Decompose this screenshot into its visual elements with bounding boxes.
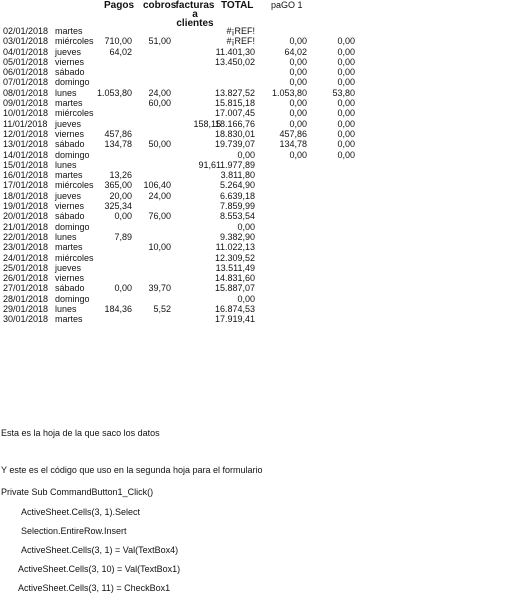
cell-date: 24/01/2018 (3, 252, 49, 263)
code-sub-declaration: Private Sub CommandButton1_Click() (1, 487, 154, 497)
cell-date: 04/01/2018 (3, 46, 49, 57)
cell-pago2: 0,00 (337, 108, 355, 119)
cell-date: 10/01/2018 (3, 108, 49, 119)
cell-weekday: martes (55, 242, 83, 253)
cell-total: 0,00 (237, 221, 255, 232)
cell-pago2: 0,00 (337, 98, 355, 109)
cell-pago2: 0,00 (337, 77, 355, 88)
cell-date: 29/01/2018 (3, 304, 49, 315)
cell-date: 28/01/2018 (3, 293, 49, 304)
cell-total: 14.831,60 (214, 273, 255, 284)
cell-total: 1.977,89 (219, 159, 255, 170)
cell-pagos: 134,78 (104, 139, 132, 150)
cell-weekday: jueves (55, 262, 82, 273)
cell-total: 7.859,99 (219, 201, 255, 212)
cell-date: 30/01/2018 (3, 314, 49, 325)
cell-date: 25/01/2018 (3, 262, 49, 273)
cell-cobros: 76,00 (148, 211, 171, 222)
cell-pago1: 0,00 (289, 108, 307, 119)
cell-total: 5.264,90 (219, 180, 255, 191)
cell-date: 21/01/2018 (3, 221, 49, 232)
cell-pagos: 457,86 (104, 128, 132, 139)
cell-weekday: sábado (55, 139, 85, 150)
cell-pago1: 0,00 (289, 77, 307, 88)
code-line-textbox1: ActiveSheet.Cells(3, 10) = Val(TextBox1) (18, 564, 181, 574)
cell-weekday: miércoles (55, 180, 94, 191)
cell-total: 17.919,41 (214, 314, 255, 325)
cell-total: 12.309,52 (214, 252, 255, 263)
cell-pago1: 1.053,80 (271, 87, 307, 98)
cell-date: 14/01/2018 (3, 149, 49, 160)
cell-total: 3.811,80 (220, 170, 255, 181)
cell-date: 19/01/2018 (3, 201, 49, 212)
cell-total: 15.815,18 (214, 98, 255, 109)
cell-date: 16/01/2018 (3, 170, 49, 181)
header-facturas-line2: a (192, 9, 198, 20)
cell-total: 18.830,01 (214, 128, 255, 139)
cell-date: 23/01/2018 (3, 242, 49, 253)
cell-pagos: 64,02 (109, 46, 132, 57)
cell-cobros: 50,00 (148, 139, 171, 150)
cell-weekday: miércoles (55, 36, 94, 47)
cell-pagos: 7,89 (114, 231, 132, 242)
cell-date: 17/01/2018 (3, 180, 49, 191)
header-cobros: cobros (143, 0, 177, 11)
cell-pagos: 184,36 (104, 304, 132, 315)
cell-weekday: martes (55, 170, 83, 181)
cell-date: 26/01/2018 (3, 273, 49, 284)
cell-total: 0,00 (237, 293, 255, 304)
cell-pago2: 0,00 (337, 139, 355, 150)
cell-total: 8.553,54 (219, 211, 255, 222)
cell-total: 13.827,52 (214, 87, 255, 98)
cell-weekday: miércoles (55, 108, 94, 119)
cell-date: 18/01/2018 (3, 190, 49, 201)
cell-pagos: 1.053,80 (96, 87, 132, 98)
cell-weekday: jueves (55, 46, 82, 57)
cell-cobros: 24,00 (148, 190, 171, 201)
cell-weekday: domingo (55, 221, 90, 232)
cell-weekday: sábado (55, 283, 85, 294)
cell-cobros: 60,00 (148, 98, 171, 109)
cell-weekday: viernes (55, 56, 85, 67)
cell-cobros: 10,00 (148, 242, 171, 253)
cell-pago1: 457,86 (279, 128, 307, 139)
cell-cobros: 51,00 (148, 36, 171, 47)
cell-pago2: 53,80 (332, 87, 355, 98)
cell-weekday: viernes (55, 128, 85, 139)
note-source-sheet: Esta es la hoja de la que saco los datos (1, 428, 160, 438)
cell-weekday: lunes (55, 87, 77, 98)
cell-total: 9.382,90 (219, 231, 255, 242)
cell-weekday: lunes (55, 159, 77, 170)
cell-total: #¡REF! (226, 26, 255, 36)
cell-date: 27/01/2018 (3, 283, 49, 294)
cell-weekday: martes (55, 98, 83, 109)
note-code-intro: Y este es el código que uso en la segunda hoja para el formulario (1, 465, 263, 475)
header-pago1: paGO 1 (271, 0, 303, 10)
cell-pago1: 0,00 (289, 36, 307, 47)
cell-weekday: domingo (55, 293, 90, 304)
cell-date: 12/01/2018 (3, 128, 49, 139)
cell-pago2: 0,00 (337, 149, 355, 160)
cell-total: 11.401,30 (215, 46, 255, 57)
header-total: TOTAL (221, 0, 254, 11)
code-line-checkbox1: ActiveSheet.Cells(3, 11) = CheckBox1 (18, 583, 171, 593)
header-facturas-line3: clientes (176, 18, 214, 29)
cell-pagos: 0,00 (114, 211, 132, 222)
cell-pago1: 0,00 (289, 98, 307, 109)
cell-total: #¡REF! (226, 36, 255, 47)
cell-weekday: jueves (55, 118, 82, 129)
cell-weekday: martes (55, 26, 83, 36)
cell-weekday: lunes (55, 304, 77, 315)
cell-pago1: 0,00 (289, 149, 307, 160)
cell-weekday: jueves (55, 190, 82, 201)
cell-weekday: domingo (55, 77, 90, 88)
cell-total: 11.022,13 (215, 242, 255, 253)
cell-total: 13.450,02 (214, 56, 255, 67)
cell-facturas: 91,61 (198, 159, 221, 170)
cell-date: 20/01/2018 (3, 211, 49, 222)
cell-weekday: viernes (55, 201, 85, 212)
cell-date: 03/01/2018 (3, 36, 49, 47)
cell-pago1: 0,00 (289, 56, 307, 67)
cell-date: 15/01/2018 (3, 159, 49, 170)
cell-weekday: sábado (55, 211, 85, 222)
code-line-textbox4: ActiveSheet.Cells(3, 1) = Val(TextBox4) (21, 545, 179, 555)
cell-weekday: viernes (55, 273, 85, 284)
cell-total: 18.166,76 (214, 118, 255, 129)
header-facturas-line1: facturas (175, 0, 215, 11)
cell-weekday: sábado (55, 67, 85, 78)
cell-pago2: 0,00 (337, 67, 355, 78)
cell-weekday: domingo (55, 149, 90, 160)
cell-date: 02/01/2018 (3, 26, 49, 36)
cell-cobros: 5,52 (153, 304, 171, 315)
cell-cobros: 106,40 (143, 180, 171, 191)
cell-pago1: 0,00 (289, 118, 307, 129)
cell-total: 13.511,49 (215, 262, 255, 273)
cell-pagos: 365,00 (104, 180, 132, 191)
cell-pago1: 64,02 (284, 46, 307, 57)
cell-pagos: 20,00 (109, 190, 132, 201)
cell-pago2: 0,00 (337, 56, 355, 67)
cell-total: 0,00 (237, 149, 255, 160)
code-line-select: ActiveSheet.Cells(3, 1).Select (21, 507, 141, 517)
cell-pago2: 0,00 (337, 128, 355, 139)
header-facturas (172, 1, 218, 28)
cell-pago2: 0,00 (337, 118, 355, 129)
cell-total: 15.887,07 (214, 283, 255, 294)
cell-pago1: 134,78 (279, 139, 307, 150)
code-line-insert: Selection.EntireRow.Insert (21, 526, 127, 536)
cell-date: 06/01/2018 (3, 67, 49, 78)
cell-facturas: 158,15 (193, 118, 221, 129)
cell-total: 19.739,07 (214, 139, 255, 150)
cell-date: 13/01/2018 (3, 139, 49, 150)
cell-weekday: lunes (55, 231, 77, 242)
cell-date: 08/01/2018 (3, 87, 49, 98)
cell-date: 09/01/2018 (3, 98, 49, 109)
cell-cobros: 24,00 (148, 87, 171, 98)
cell-pagos: 325,34 (104, 201, 132, 212)
cell-cobros: 39,70 (148, 283, 171, 294)
cell-pago2: 0,00 (337, 36, 355, 47)
cell-date: 05/01/2018 (3, 56, 49, 67)
cell-weekday: martes (55, 314, 83, 325)
cell-date: 22/01/2018 (3, 231, 49, 242)
cell-pago2: 0,00 (337, 46, 355, 57)
cell-total: 6.639,18 (219, 190, 255, 201)
cell-date: 07/01/2018 (3, 77, 49, 88)
cell-pagos: 710,00 (104, 36, 132, 47)
cell-pago1: 0,00 (289, 67, 307, 78)
cell-pagos: 13,26 (109, 170, 132, 181)
header-pagos: Pagos (104, 0, 135, 11)
cell-total: 16.874,53 (214, 304, 255, 315)
cell-date: 11/01/2018 (3, 118, 48, 129)
cell-total: 17.007,45 (214, 108, 255, 119)
cell-pagos: 0,00 (114, 283, 132, 294)
cell-weekday: miércoles (55, 252, 94, 263)
